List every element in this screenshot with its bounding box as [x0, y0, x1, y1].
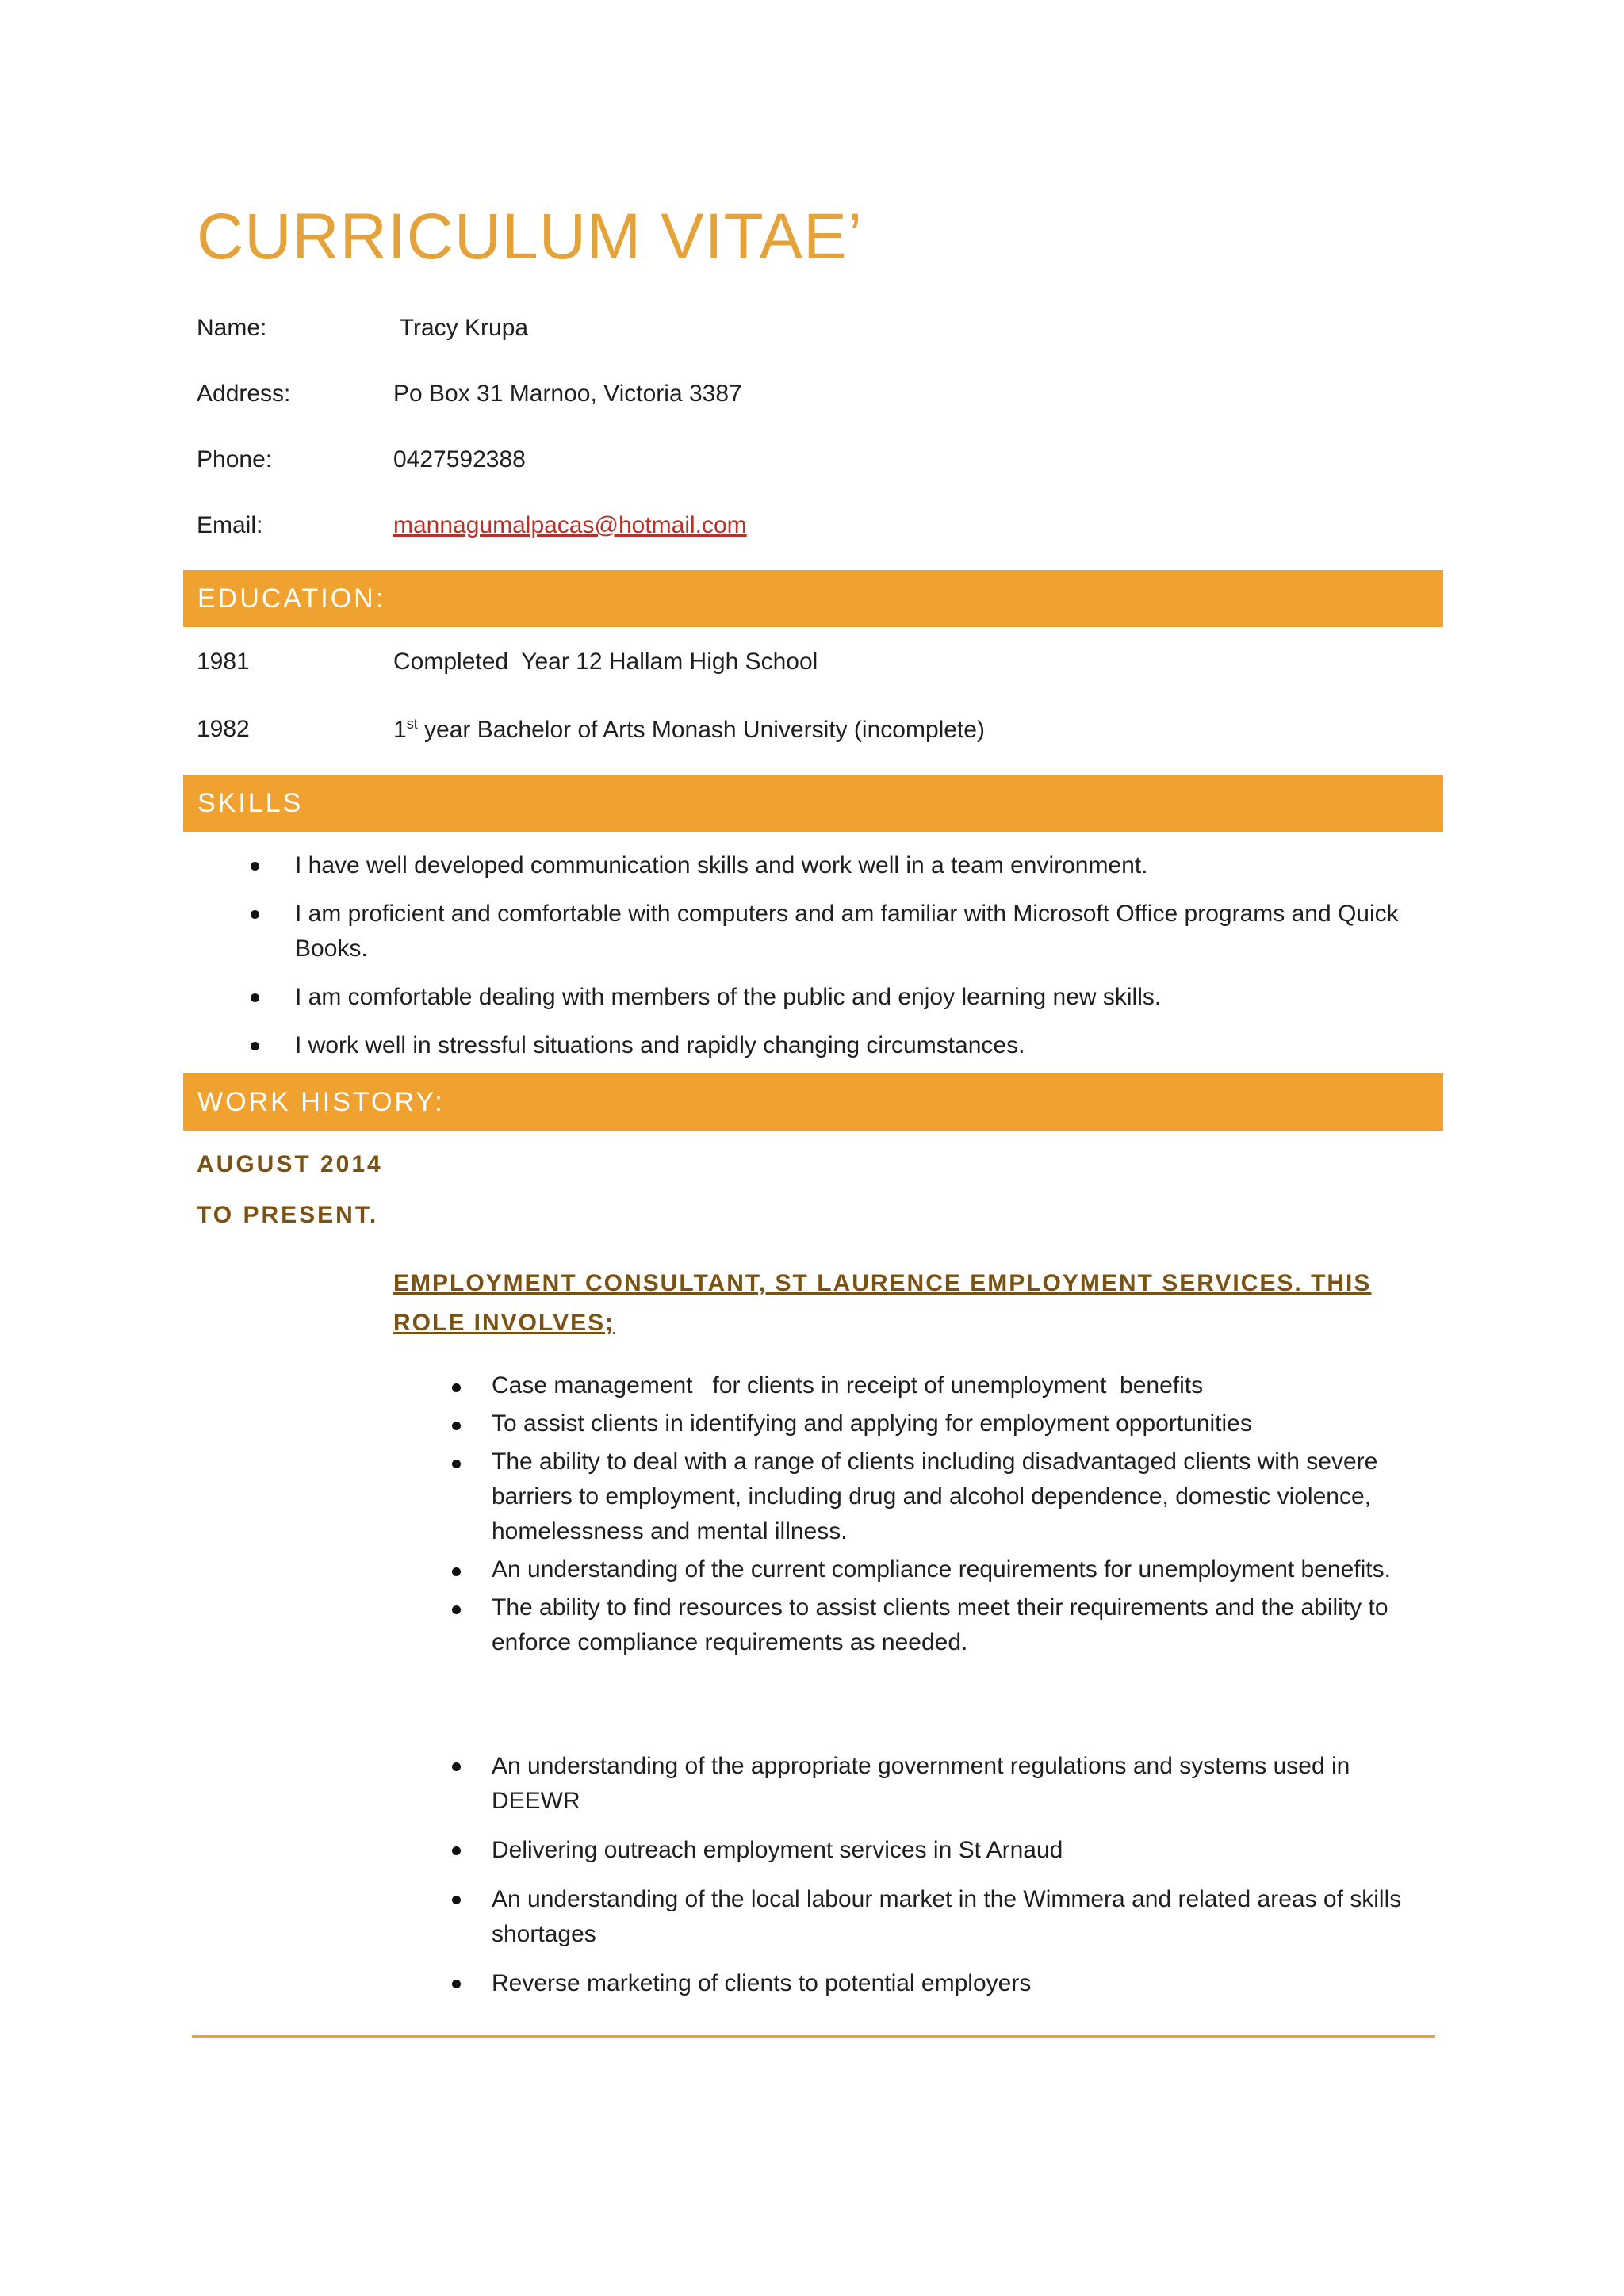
document-title: CURRICULUM VITAE’: [197, 201, 864, 273]
date-to: TO PRESENT.: [197, 1202, 379, 1228]
list-item: Delivering outreach employment services in St Arnaud: [492, 1833, 1443, 1868]
name-label: Name:: [197, 315, 267, 341]
email-link[interactable]: mannagumalpacas@hotmail.com: [393, 512, 747, 538]
list-item: An understanding of the current compliance requirements for unemployment benefits.: [492, 1552, 1443, 1587]
name-row: [197, 308, 528, 348]
duties-list-continued: [492, 1749, 1443, 2015]
education-year: 1982: [197, 716, 250, 742]
bullet-icon: [452, 1980, 461, 1988]
bullet-icon: [251, 1042, 259, 1050]
email-row: [197, 506, 747, 545]
address-label: Address:: [197, 381, 291, 407]
bullet-icon: [452, 1896, 461, 1904]
education-heading: EDUCATION:: [183, 570, 1443, 627]
list-item: Reverse marketing of clients to potential employers: [492, 1966, 1443, 2001]
list-item: I am proficient and comfortable with computers and am familiar with Microsoft Office programs and Quick Books.: [295, 897, 1437, 966]
footer-divider: [192, 2035, 1435, 2038]
list-item: An understanding of the local labour market in the Wimmera and related areas of skills shortages: [492, 1882, 1443, 1952]
phone-value: 0427592388: [393, 446, 526, 473]
education-text: 1st year Bachelor of Arts Monash University (incomplete): [393, 715, 985, 743]
education-text: Completed Year 12 Hallam High School: [393, 649, 818, 675]
bullet-icon: [251, 910, 259, 919]
skills-heading: SKILLS: [183, 775, 1443, 832]
address-value: Po Box 31 Marnoo, Victoria 3387: [393, 381, 742, 407]
list-item: To assist clients in identifying and applying for employment opportunities: [492, 1406, 1443, 1441]
list-item: I am comfortable dealing with members of the public and enjoy learning new skills.: [295, 980, 1437, 1015]
bullet-icon: [452, 1567, 461, 1576]
list-item: The ability to find resources to assist clients meet their requirements and the ability to enforce compliance requirements as needed.: [492, 1590, 1443, 1660]
bullet-icon: [452, 1605, 461, 1614]
work-history-heading: WORK HISTORY:: [183, 1073, 1443, 1131]
education-row-1981: [197, 642, 818, 682]
duties-list: [492, 1368, 1443, 1663]
bullet-icon: [452, 1383, 461, 1392]
education-year: 1981: [197, 649, 250, 675]
name-value: Tracy Krupa: [393, 315, 529, 341]
phone-row: [197, 440, 526, 480]
bullet-icon: [452, 1762, 461, 1771]
list-item: I have well developed communication skills and work well in a team environment.: [295, 848, 1437, 883]
list-item: I work well in stressful situations and rapidly changing circumstances.: [295, 1028, 1437, 1063]
skills-list: [295, 848, 1437, 1077]
bullet-icon: [251, 993, 259, 1002]
address-row: [197, 374, 742, 414]
role-title: EMPLOYMENT CONSULTANT, ST LAURENCE EMPLOYMENT SERVICES. THIS ROLE INVOLVES;: [393, 1270, 1372, 1336]
list-item: An understanding of the appropriate government regulations and systems used in DEEWR: [492, 1749, 1443, 1819]
phone-label: Phone:: [197, 446, 273, 473]
education-row-1982: [197, 710, 985, 749]
list-item: The ability to deal with a range of clients including disadvantaged clients with severe barriers to employment, including drug and alcohol dependence, domestic violence, homelessness and mental illness.: [492, 1445, 1443, 1549]
email-label: Email:: [197, 512, 263, 538]
bullet-icon: [452, 1422, 461, 1430]
bullet-icon: [452, 1846, 461, 1855]
bullet-icon: [452, 1460, 461, 1468]
list-item: Case management for clients in receipt of unemployment benefits: [492, 1368, 1443, 1403]
bullet-icon: [251, 862, 259, 871]
date-from: AUGUST 2014: [197, 1151, 383, 1177]
